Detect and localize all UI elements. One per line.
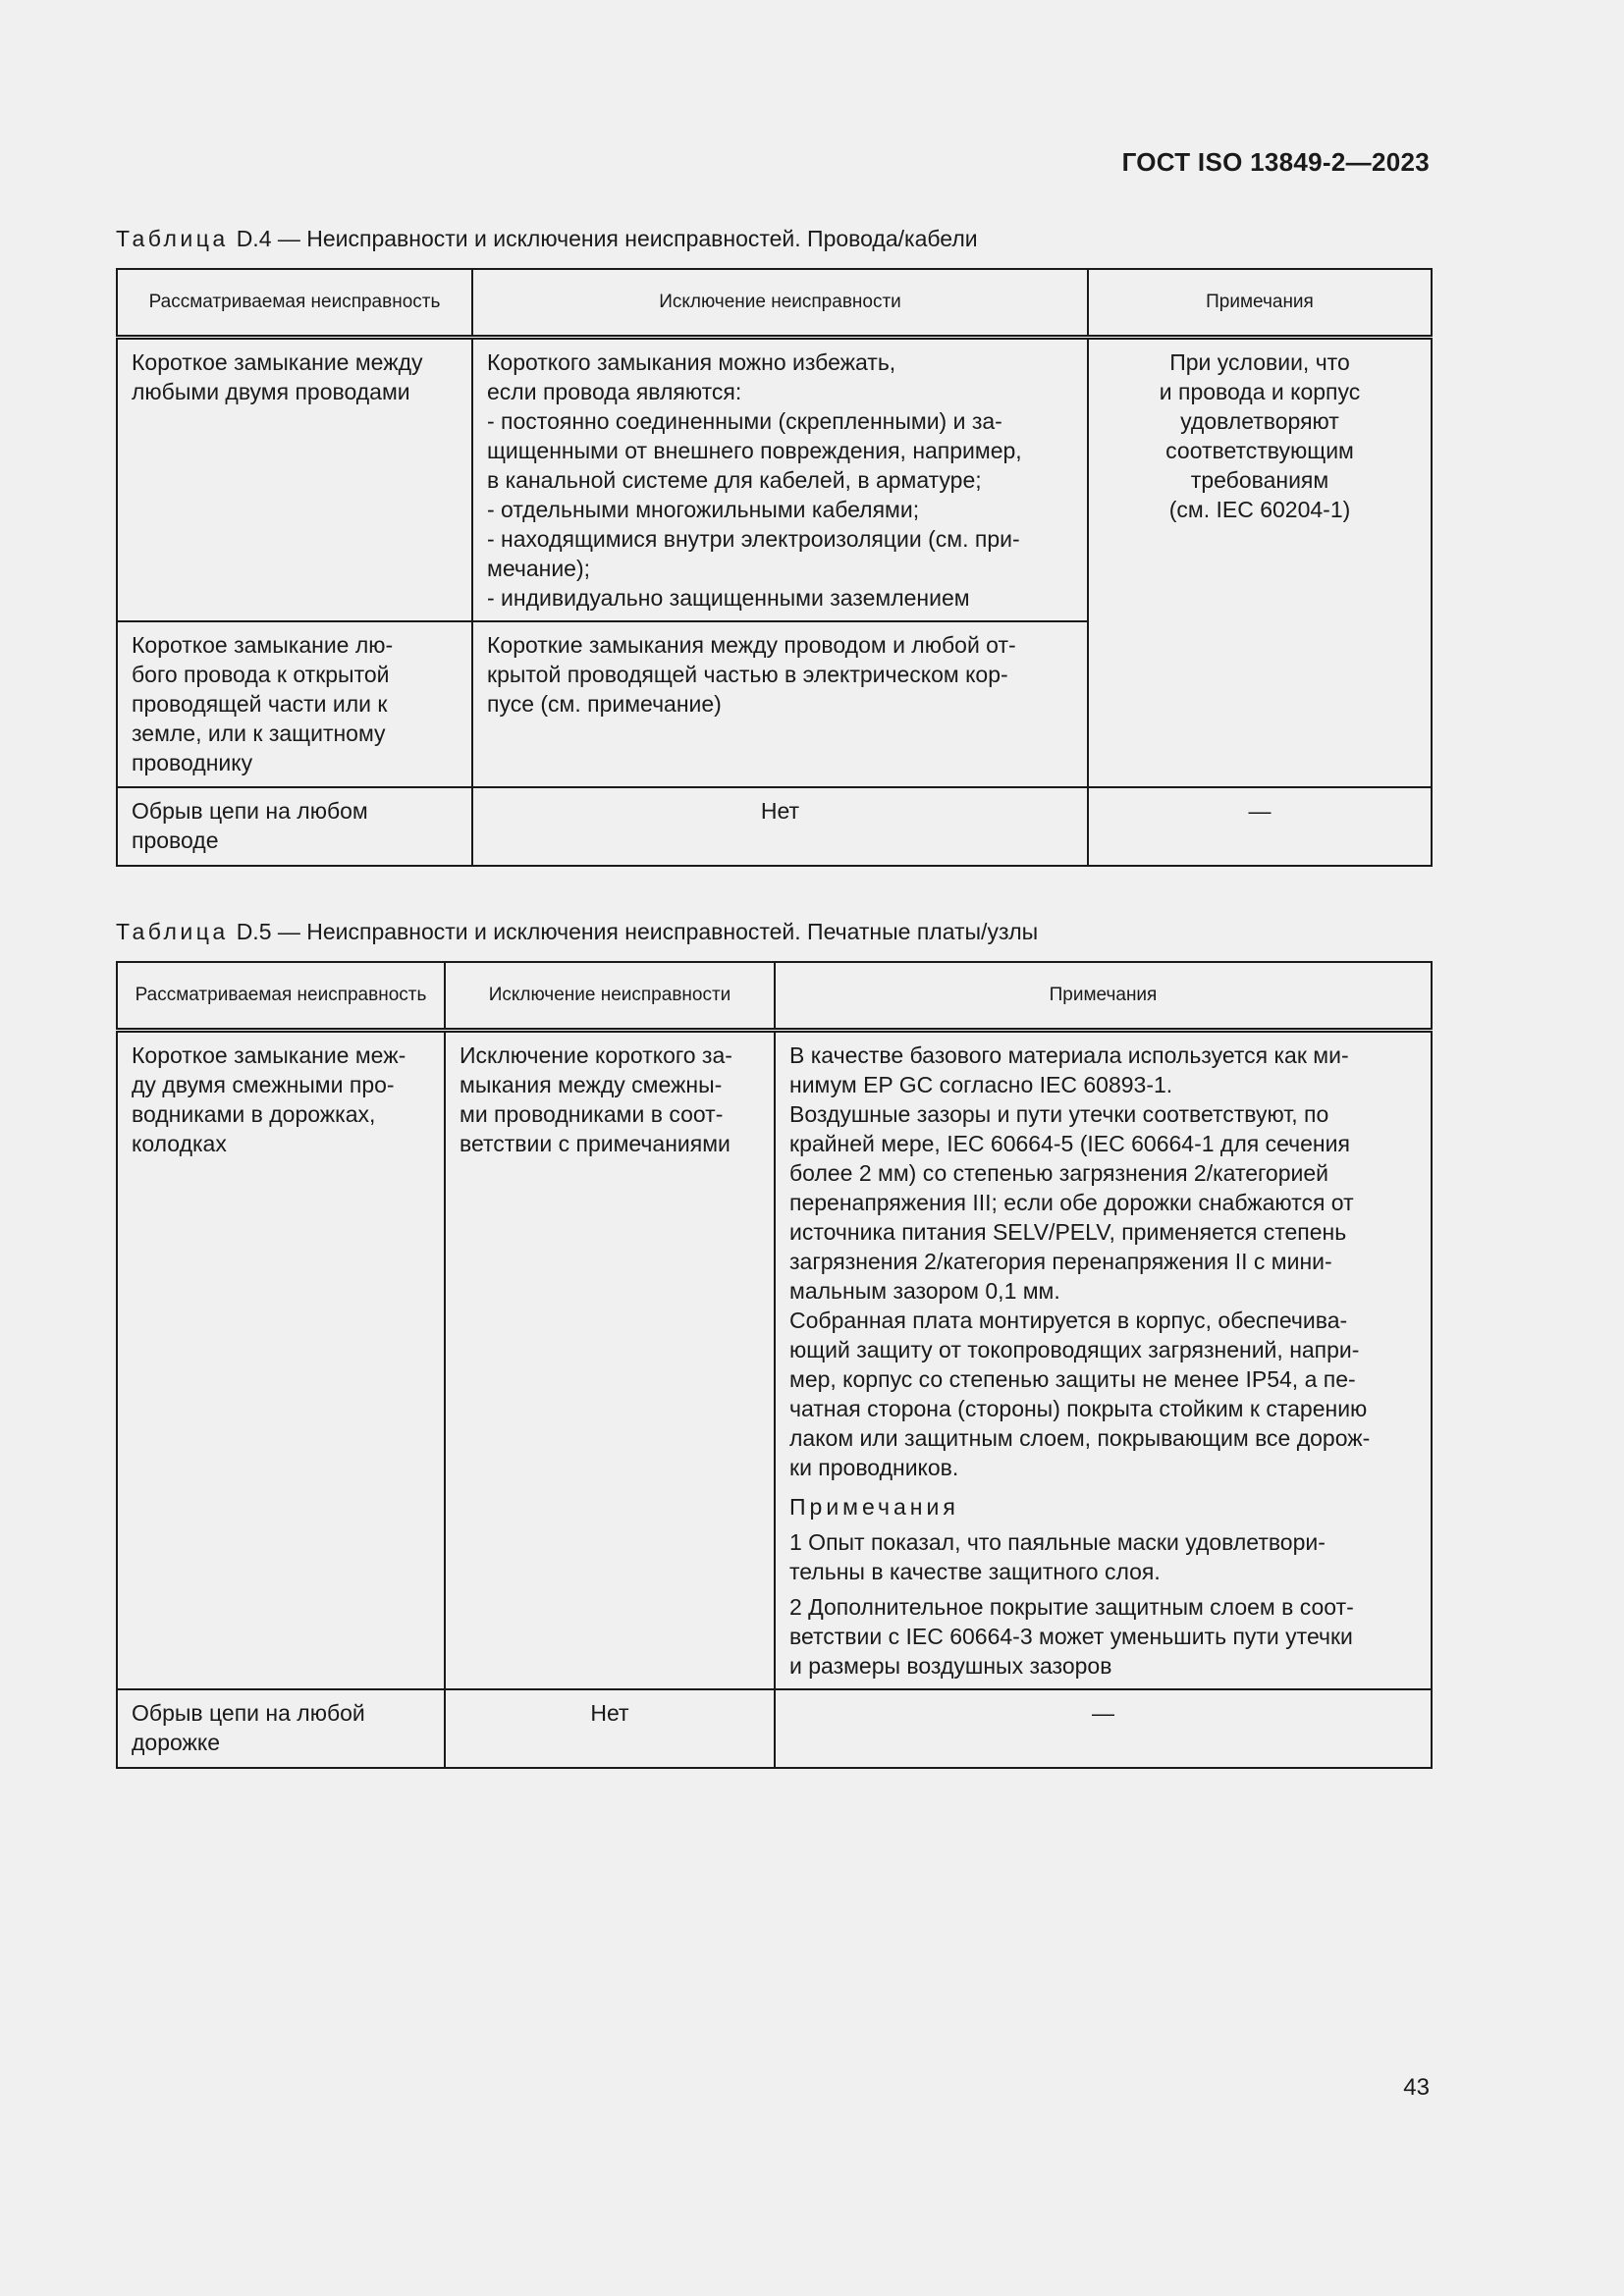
table-d4-header-row <box>117 269 1432 338</box>
notes-heading: Примечания <box>789 1494 959 1520</box>
table-row <box>117 787 1432 866</box>
fault-cell: Обрыв цепи на любой дорожке <box>117 1689 445 1768</box>
notes-cell: В качестве базового материала используется как ми- нимум EP GC согласно IEC 60893-1. Воздушные зазоры и пути утечки соответствуют, по крайней мере, IEC 60664-5 (IEC 60664-1 для сечения более 2 мм) со степенью загрязнения 2/категорией перенапряжения III; если обе дорожки снабжаются от источника питания SELV/PELV, применяется степень загрязнения 2/категория перенапряжения II с мини- мальным зазором 0,1 мм. Собранная плата монтируется в корпус, обеспечива- ющий защиту от токопроводящих загрязнений, напри- мер, корпус со степенью защиты не менее IP54, а пе- чатная сторона (стороны) покрыта стойким к старению лаком или защитным слоем, покрывающим все дорож- ки проводников. Примечания 1 Опыт показал, что паяльные маски удовлетвори- тельны в качестве защитного слоя. 2 Дополнительное покрытие защитным слоем в соот- ветствии с IEC 60664-3 может уменьшить пути утечки и размеры воздушных зазоров <box>775 1031 1432 1690</box>
fault-cell: Обрыв цепи на любом проводе <box>117 787 472 866</box>
exclusion-cell: Исключение короткого за- мыкания между смежны- ми проводниками в соот- ветствии с примечаниями <box>445 1031 775 1690</box>
table-d4-label: Таблица <box>116 226 229 251</box>
fault-cell: Короткое замыкание меж- ду двумя смежными про- водниками в дорожках, колодках <box>117 1031 445 1690</box>
document-id: ГОСТ ISO 13849-2—2023 <box>1121 147 1430 177</box>
table-d4 <box>116 268 1433 867</box>
table-d5-col-fault: Рассматриваемая неисправность <box>117 962 445 1031</box>
notes-cell: — <box>775 1689 1432 1768</box>
fault-cell: Короткое замыкание между любыми двумя проводами <box>117 338 472 622</box>
table-d5-col-exclusion: Исключение неисправности <box>445 962 775 1031</box>
exclusion-cell: Короткие замыкания между проводом и любой от- крытой проводящей частью в электрическом кор- пусе (см. примечание) <box>472 621 1088 787</box>
exclusion-cell: Нет <box>445 1689 775 1768</box>
table-d5-header-row <box>117 962 1432 1031</box>
table-d4-col-notes: Примечания <box>1088 269 1432 338</box>
table-d5-label: Таблица <box>116 919 229 944</box>
exclusion-cell: Короткого замыкания можно избежать, если провода являются: - постоянно соединенными (скрепленными) и за- щищенными от внешнего повреждения, например, в канальной системе для кабелей, в арматуре; - отдельными многожильными кабелями; - находящимися внутри электроизоляции (см. при- мечание); - индивидуально защищенными заземлением <box>472 338 1088 622</box>
table-d5 <box>116 961 1433 1769</box>
note-2: 2 Дополнительное покрытие защитным слоем в соот- ветствии с IEC 60664-3 может уменьшить пути утечки и размеры воздушных зазоров <box>789 1594 1354 1679</box>
table-d4-col-exclusion: Исключение неисправности <box>472 269 1088 338</box>
notes-cell: — <box>1088 787 1432 866</box>
table-row <box>117 1031 1432 1690</box>
fault-cell: Короткое замыкание лю- бого провода к открытой проводящей части или к земле, или к защитному проводнику <box>117 621 472 787</box>
table-d4-title: D.4 — Неисправности и исключения неисправностей. Провода/кабели <box>236 226 978 251</box>
table-d4-caption <box>116 226 978 252</box>
table-row <box>117 1689 1432 1768</box>
table-d5-title: D.5 — Неисправности и исключения неисправностей. Печатные платы/узлы <box>236 919 1039 944</box>
table-d5-caption <box>116 919 1038 945</box>
exclusion-cell: Нет <box>472 787 1088 866</box>
merged-notes-cell: При условии, что и провода и корпус удовлетворяют соответствующим требованиям (см. IEC 60204-1) <box>1088 338 1432 788</box>
table-d4-col-fault: Рассматриваемая неисправность <box>117 269 472 338</box>
note-1: 1 Опыт показал, что паяльные маски удовлетвори- тельны в качестве защитного слоя. <box>789 1529 1326 1584</box>
table-d5-col-notes: Примечания <box>775 962 1432 1031</box>
page-number: 43 <box>1403 2074 1430 2101</box>
table-row <box>117 338 1432 622</box>
